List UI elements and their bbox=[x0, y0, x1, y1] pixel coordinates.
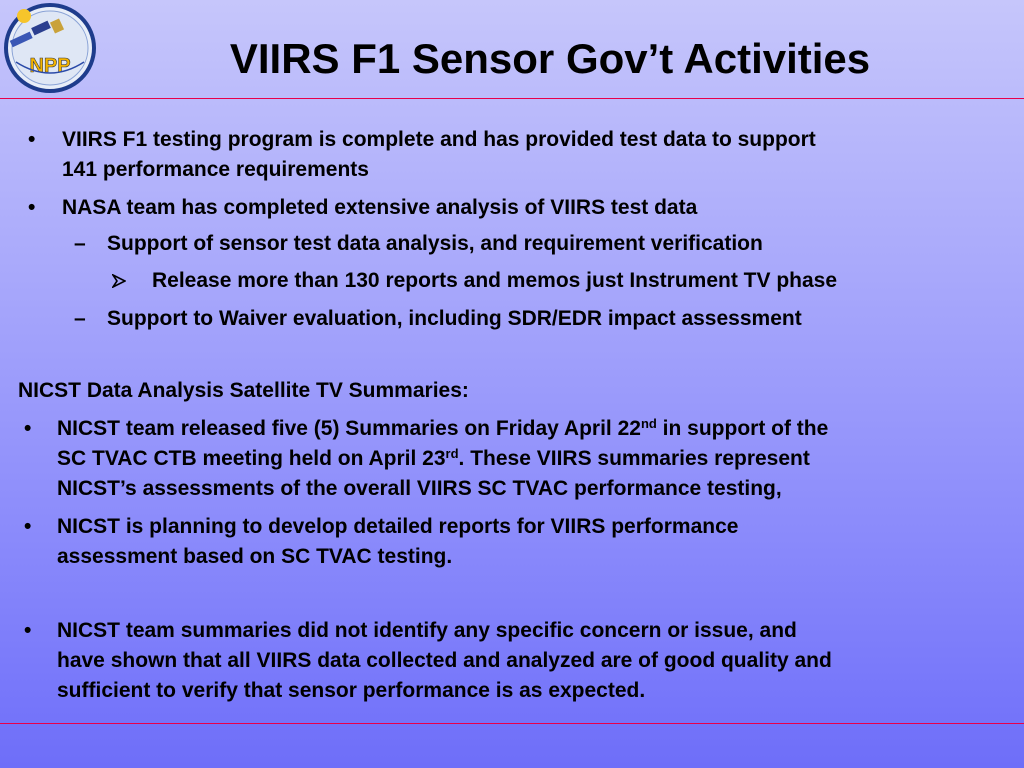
nicst-bullet-1-line-3: NICST’s assessments of the overall VIIRS SC TVAC performance testing, bbox=[57, 477, 782, 500]
bullet-marker: • bbox=[24, 417, 32, 440]
nicst-bullet-1-line-2: SC TVAC CTB meeting held on April 23rd. These VIIRS summaries represent bbox=[57, 446, 810, 470]
bullet-1-line-2: 141 performance requirements bbox=[62, 158, 369, 181]
sub-sub-bullet-text: Release more than 130 reports and memos just Instrument TV phase bbox=[152, 269, 838, 292]
arrowhead-bullet-icon bbox=[112, 274, 126, 288]
bullet-marker: • bbox=[28, 196, 36, 219]
npp-logo bbox=[2, 2, 98, 94]
bullet-2-text: NASA team has completed extensive analysis of VIIRS test data bbox=[62, 196, 698, 219]
slide-title: VIIRS F1 Sensor Gov’t Activities bbox=[229, 35, 871, 82]
nicst-bullet-3-line-3: sufficient to verify that sensor performance is as expected. bbox=[57, 679, 646, 702]
sun-icon bbox=[17, 9, 31, 23]
nicst-bullet-1-line-1: NICST team released five (5) Summaries on Friday April 22nd in support of the bbox=[57, 416, 829, 440]
bullet-marker: • bbox=[24, 619, 32, 642]
bullet-marker: • bbox=[24, 515, 32, 538]
sub-bullet-2-text: Support to Waiver evaluation, including SDR/EDR impact assessment bbox=[107, 307, 802, 330]
sub-bullet-1-text: Support of sensor test data analysis, and requirement verification bbox=[107, 232, 763, 255]
bullet-marker: • bbox=[28, 128, 36, 151]
section-heading: NICST Data Analysis Satellite TV Summaries: bbox=[18, 379, 469, 402]
footer-divider bbox=[0, 723, 1024, 724]
nicst-bullet-3-line-2: have shown that all VIIRS data collected and analyzed are of good quality and bbox=[57, 649, 832, 672]
title-divider bbox=[0, 98, 1024, 99]
nicst-bullet-3-line-1: NICST team summaries did not identify any specific concern or issue, and bbox=[57, 619, 797, 642]
dash-marker: – bbox=[74, 307, 86, 330]
dash-marker: – bbox=[74, 232, 86, 255]
bullet-1-line-1: VIIRS F1 testing program is complete and has provided test data to support bbox=[62, 128, 816, 151]
nicst-bullet-2-line-1: NICST is planning to develop detailed reports for VIIRS performance bbox=[57, 515, 739, 538]
nicst-bullet-2-line-2: assessment based on SC TVAC testing. bbox=[57, 545, 453, 568]
logo-npp-text: NPP bbox=[29, 55, 71, 77]
